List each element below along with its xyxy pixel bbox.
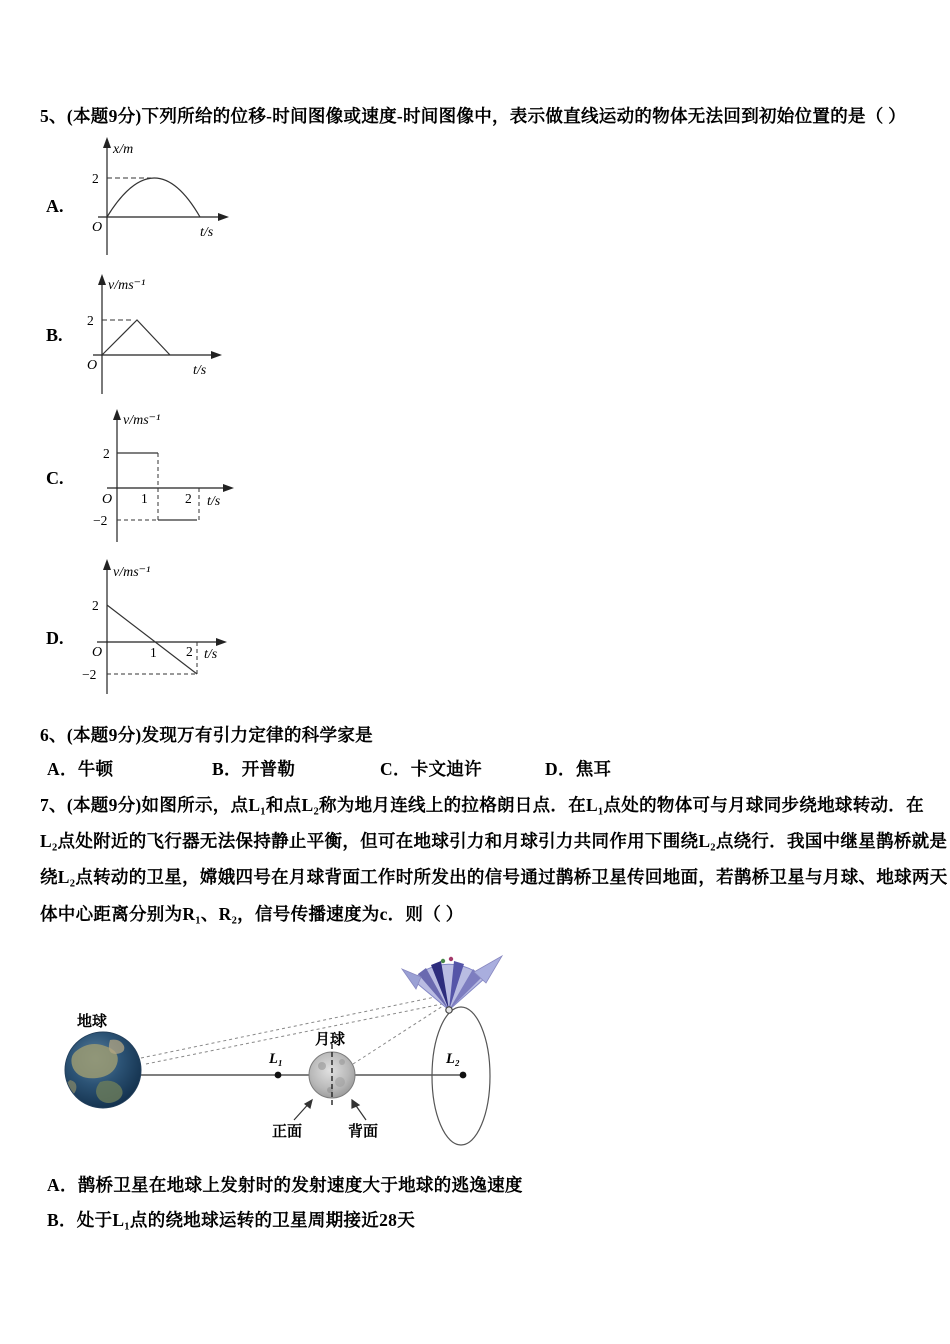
question-7-line-1: 7、(本题9分)如图所示，点L₁和点L₂称为地月连线上的拉格朗日点．在L₁点处的物体可与月球同步绕地球转动．在 (40, 795, 924, 815)
graph-b-label: B. (46, 325, 63, 345)
question-7-line-2: L₂点处附近的飞行器无法保持静止平衡，但可在地球引力和月球引力共同作用下围绕L₂点绕行．我国中继星鹊桥就是 (40, 831, 948, 851)
graph-c-plot (90, 408, 260, 548)
graph-b-ylabel: v/ms⁻¹ (108, 278, 146, 293)
question-6-option-b: B．开普勒 (212, 759, 296, 779)
graph-a-label: A. (46, 196, 64, 216)
earth-illustration (64, 1032, 141, 1108)
graph-b-ytick-2: 2 (87, 313, 94, 328)
graph-d-yaxis-arrow (103, 559, 111, 570)
graph-b-curve (102, 320, 170, 355)
graph-c-dashed-guides (117, 453, 199, 520)
graph-d-plot (80, 558, 250, 700)
question-6-option-d: D．焦耳 (545, 759, 612, 779)
graph-b-yaxis-arrow (98, 274, 106, 285)
graph-d-label: D. (46, 628, 64, 648)
graph-b-plot (80, 272, 250, 400)
graph-a-origin: O (92, 220, 103, 235)
graph-d-ylabel: v/ms⁻¹ (113, 565, 151, 580)
graph-a-curve (107, 178, 200, 217)
graph-d-curve (107, 605, 197, 674)
l1-point-dot (275, 1072, 282, 1079)
graph-c-label: C. (46, 468, 64, 488)
graph-c-xlabel: t/s (207, 494, 221, 509)
moon-label: 月球 (315, 1032, 346, 1048)
graph-b-xlabel: t/s (193, 363, 207, 378)
back-side-label: 背面 (348, 1124, 379, 1140)
graph-a-ylabel: x/m (113, 142, 134, 157)
graph-c-xaxis-arrow (223, 484, 234, 492)
graph-d-origin: O (92, 645, 103, 660)
question-6-option-a: A．牛顿 (47, 759, 114, 779)
graph-c-origin: O (102, 492, 113, 507)
front-side-label: 正面 (272, 1124, 303, 1140)
question-6-text: 6、(本题9分)发现万有引力定律的科学家是 (40, 725, 373, 745)
back-side-arrow (352, 1100, 366, 1120)
graph-d-xtick-2: 2 (186, 644, 193, 659)
graph-b-origin: O (87, 358, 98, 373)
graph-d-ytick-2: 2 (92, 598, 99, 613)
question-7-option-b: B．处于L₁点的绕地球运转的卫星周期接近28天 (47, 1210, 415, 1230)
question-7-line-3: 绕L₂点转动的卫星，嫦娥四号在月球背面工作时所发出的信号通过鹊桥卫星传回地面，若鹊桥卫星与月球、地球两天 (40, 867, 948, 887)
graph-c-ytick-neg2: −2 (93, 513, 108, 528)
graph-d-xaxis-arrow (216, 638, 227, 646)
l1-label: L₁ (269, 1051, 283, 1067)
graph-b-xaxis-arrow (211, 351, 222, 359)
graph-d-xtick-1: 1 (150, 645, 157, 660)
moon-illustration (309, 1052, 355, 1098)
graph-a-xaxis-arrow (218, 213, 229, 221)
graph-c-ylabel: v/ms⁻¹ (123, 413, 161, 428)
graph-a-ytick-2: 2 (92, 171, 99, 186)
question-7-line-4: 体中心距离分别为R₁、R₂，信号传播速度为c．则（ ） (40, 904, 464, 924)
question-6-option-c: C．卡文迪许 (380, 759, 482, 779)
signal-dashed-lines (141, 996, 446, 1064)
graph-c-axes (107, 414, 226, 542)
front-side-arrow (294, 1100, 312, 1120)
graph-c-yaxis-arrow (113, 409, 121, 420)
graph-d-ytick-neg2: −2 (82, 667, 97, 682)
queqiao-satellite-icon (402, 956, 502, 1013)
earth-label: 地球 (77, 1014, 108, 1030)
graph-c-xtick-2: 2 (185, 491, 192, 506)
graph-a-yaxis-arrow (103, 137, 111, 148)
question-5-text: 5、(本题9分)下列所给的位移-时间图像或速度-时间图像中，表示做直线运动的物体无法回到初始位置的是（ ） (40, 106, 907, 126)
graph-c-ytick-2: 2 (103, 446, 110, 461)
graph-d-xlabel: t/s (204, 647, 218, 662)
l2-label: L₂ (446, 1051, 460, 1067)
l2-point-dot (460, 1072, 467, 1079)
lagrange-points-diagram (50, 952, 530, 1167)
graph-a-plot (80, 135, 250, 263)
question-7-option-a: A．鹊桥卫星在地球上发射时的发射速度大于地球的逃逸速度 (47, 1175, 523, 1195)
graph-c-curve (117, 453, 197, 520)
graph-c-xtick-1: 1 (141, 491, 148, 506)
graph-a-xlabel: t/s (200, 225, 214, 240)
